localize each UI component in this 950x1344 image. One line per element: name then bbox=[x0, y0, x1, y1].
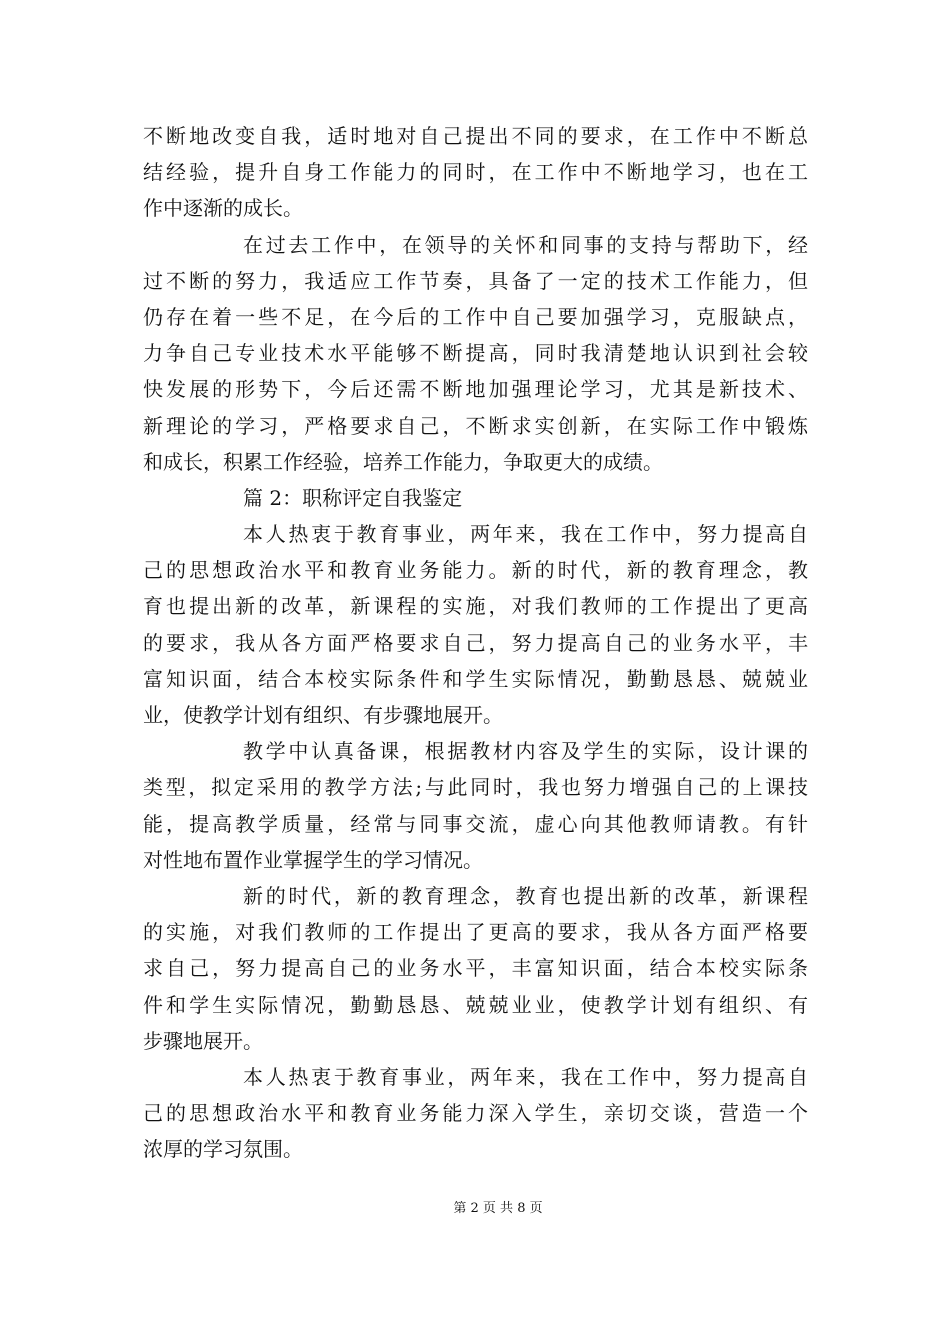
text-line: 浓厚的学习氛围。 bbox=[143, 1137, 303, 1162]
section-heading: 篇 2：职称评定自我鉴定 bbox=[243, 485, 463, 510]
text-line: 类型，拟定采用的教学方法;与此同时，我也努力增强自己的上课技 bbox=[143, 775, 808, 800]
text-line: 结经验，提升自身工作能力的同时，在工作中不断地学习，也在工 bbox=[143, 160, 808, 185]
text-line: 力争自己专业技术水平能够不断提高，同时我清楚地认识到社会较 bbox=[143, 341, 808, 366]
text-line: 在过去工作中，在领导的关怀和同事的支持与帮助下，经 bbox=[243, 232, 808, 257]
text-line: 快发展的形势下，今后还需不断地加强理论学习，尤其是新技术、 bbox=[143, 377, 808, 402]
text-line: 本人热衷于教育事业，两年来，我在工作中，努力提高自 bbox=[243, 1064, 808, 1089]
text-line: 不断地改变自我，适时地对自己提出不同的要求，在工作中不断总 bbox=[143, 124, 808, 148]
text-line: 本人热衷于教育事业，两年来，我在工作中，努力提高自 bbox=[243, 522, 808, 547]
text-line: 能，提高教学质量，经常与同事交流，虚心向其他教师请教。有针 bbox=[143, 811, 808, 836]
text-line: 业，使教学计划有组织、有步骤地展开。 bbox=[143, 703, 503, 727]
page-number-footer: 第 2 页 共 8 页 bbox=[453, 1201, 543, 1216]
text-line: 求自己，努力提高自己的业务水平，丰富知识面，结合本校实际条 bbox=[143, 956, 808, 981]
text-line: 件和学生实际情况，勤勤恳恳、兢兢业业，使教学计划有组织、有 bbox=[143, 992, 808, 1017]
text-line: 富知识面，结合本校实际条件和学生实际情况，勤勤恳恳、兢兢业 bbox=[143, 666, 808, 691]
text-line: 过不断的努力，我适应工作节奏，具备了一定的技术工作能力，但 bbox=[143, 268, 808, 293]
body-text bbox=[143, 118, 808, 1167]
text-line: 对性地布置作业掌握学生的学习情况。 bbox=[143, 847, 483, 872]
text-line: 己的思想政治水平和教育业务能力深入学生，亲切交谈，营造一个 bbox=[143, 1101, 808, 1126]
text-line: 新的时代，新的教育理念，教育也提出新的改革，新课程 bbox=[243, 883, 808, 908]
text-line: 新理论的学习，严格要求自己，不断求实创新，在实际工作中锻炼 bbox=[143, 413, 808, 438]
text-line: 己的思想政治水平和教育业务能力。新的时代，新的教育理念，教 bbox=[143, 558, 808, 583]
text-line: 仍存在着一些不足，在今后的工作中自己要加强学习，克服缺点， bbox=[143, 304, 808, 329]
text-line: 育也提出新的改革，新课程的实施，对我们教师的工作提出了更高 bbox=[143, 594, 808, 619]
text-line: 作中逐渐的成长。 bbox=[143, 196, 303, 221]
text-line: 的要求，我从各方面严格要求自己，努力提高自己的业务水平，丰 bbox=[143, 630, 808, 655]
text-line: 的实施，对我们教师的工作提出了更高的要求，我从各方面严格要 bbox=[143, 920, 808, 945]
text-line: 步骤地展开。 bbox=[143, 1028, 263, 1053]
text-line: 和成长，积累工作经验，培养工作能力，争取更大的成绩。 bbox=[143, 449, 663, 474]
text-line: 教学中认真备课，根据教材内容及学生的实际，设计课的 bbox=[243, 739, 808, 764]
